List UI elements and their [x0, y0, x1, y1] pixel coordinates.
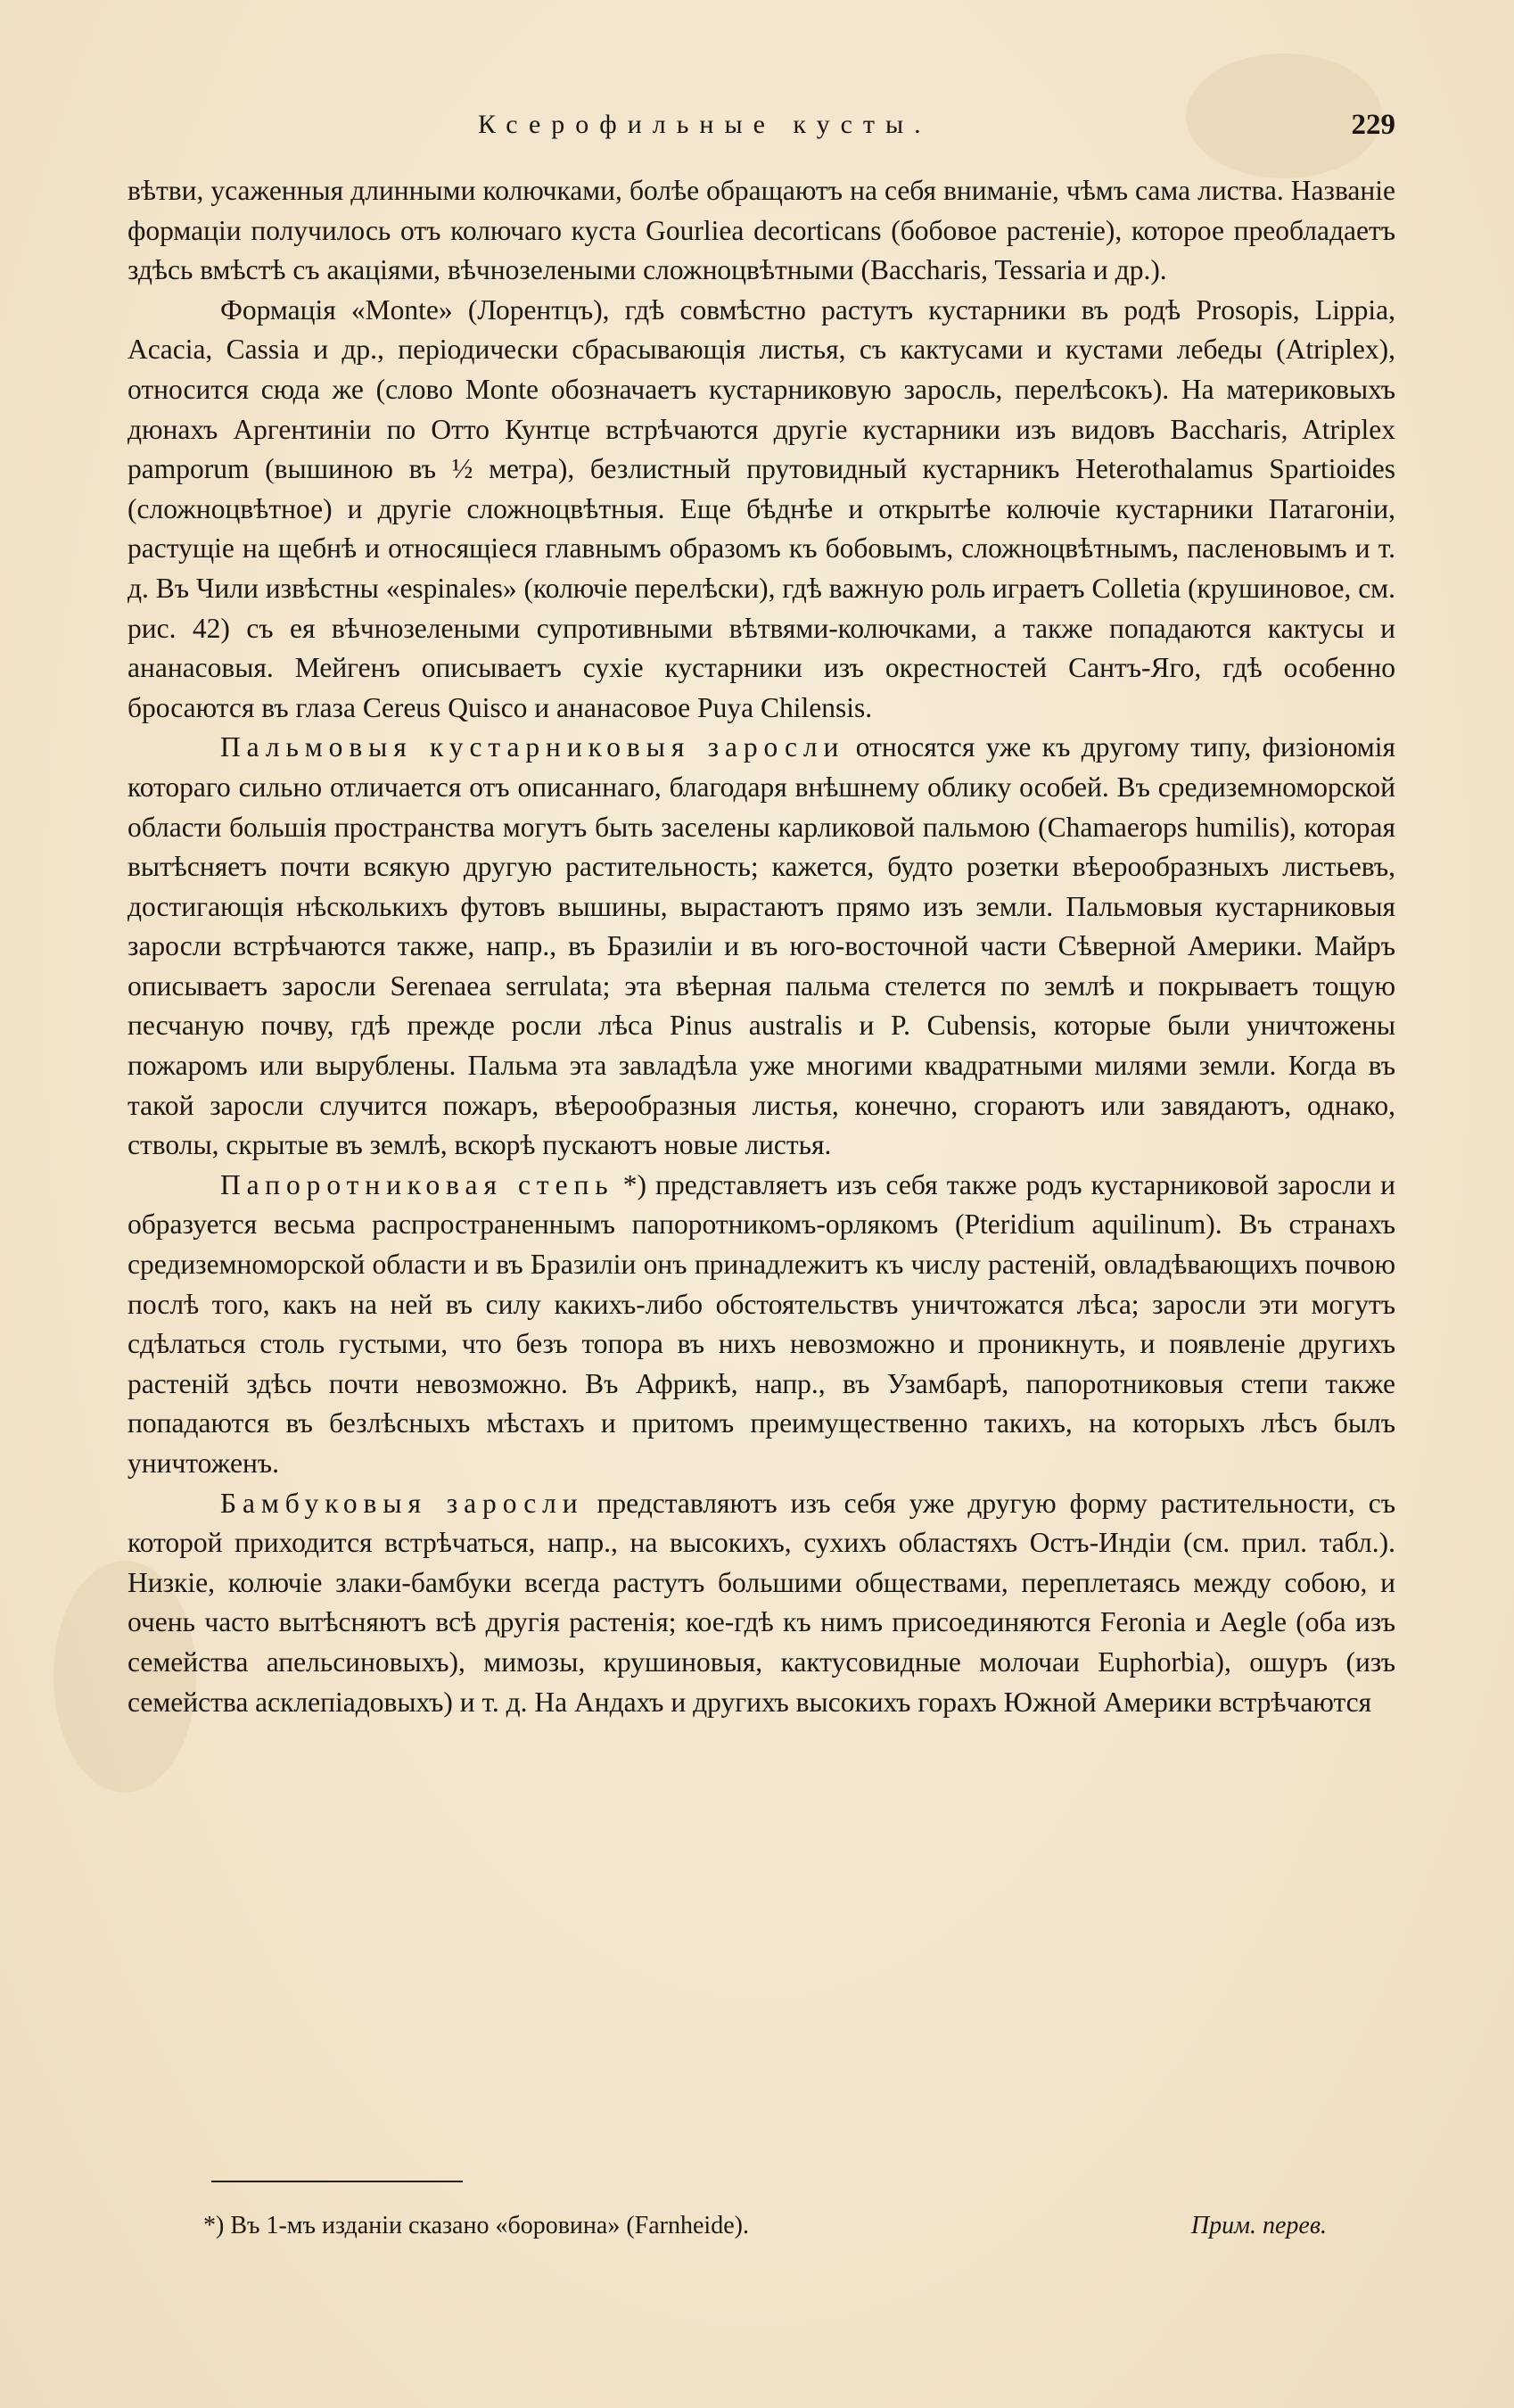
paragraph-text: вѣтви, усаженныя длинными колючками, болѣе обращаютъ на себя вниманіе, чѣмъ сама листва. Названіе формаціи получилось отъ колючаго куста Gourliea decorticans (бобовое растеніе), которое преобладаетъ здѣсь вмѣстѣ съ акаціями, вѣчнозелеными сложноцвѣтными (Baccharis, Tessaria и др.). [128, 175, 1395, 286]
paragraph-5 [128, 1484, 1395, 1723]
paragraph-4 [128, 1166, 1395, 1484]
paragraph-text: *) представляетъ изъ себя также родъ кустарниковой заросли и образуется весьма распространеннымъ папоротникомъ-орлякомъ (Pteridium aquilinum). Въ странахъ средиземноморской области и въ Бразиліи онъ принадлежитъ къ числу растеній, овладѣвающихъ почвою послѣ того, какъ на ней въ силу какихъ-либо обстоятельствъ уничтожатся лѣса; заросли эти могутъ сдѣлаться столь густыми, что безъ топора въ нихъ невозможно и проникнуть, и появленіе другихъ растеній здѣсь почти невозможно. Въ Африкѣ, напр., въ Узамбарѣ, папоротниковыя степи также попадаются въ безлѣсныхъ мѣстахъ и притомъ преимущественно такихъ, на которыхъ лѣсъ былъ уничтоженъ. [128, 1168, 1395, 1479]
paragraph-2 [128, 291, 1395, 729]
paragraph-lead: Папоротниковая степь [220, 1168, 614, 1200]
footnote [203, 2204, 1327, 2248]
paragraph-lead: Бамбуковыя заросли [220, 1487, 584, 1519]
paragraph-1 [128, 171, 1395, 291]
paragraph-text: Формація «Monte» (Лорентцъ), гдѣ совмѣстно растутъ кустарники въ родѣ Prosopis, Lippia, Acacia, Cassia и др., періодически сбрасывающія листья, съ кактусами и кустами лебеды (Atriplex), относится сюда же (слово Monte обозначаетъ кустарниковую заросль, перелѣсокъ). На материковыхъ дюнахъ Аргентиніи по Отто Кунтце встрѣчаются другіе кустарники изъ видовъ Baccharis, Atriplex pamporum (вышиною въ ½ метра), безлистный прутовидный кустарникъ Heterothalamus Spartioides (сложноцвѣтное) и другіе сложноцвѣтныя. Еще бѣднѣе и открытѣе колючіе кустарники Патагоніи, растущіе на щебнѣ и относящіеся главнымъ образомъ къ бобовымъ, сложноцвѣтнымъ, пасленовымъ и т. д. Въ Чили извѣстны «espinales» (колючіе перелѣски), гдѣ важную роль играетъ Colletia (крушиновое, см. рис. 42) съ ея вѣчнозелеными супротивными вѣтвями-колючками, а также попадаются кактусы и ананасовыя. Мейгенъ описываетъ сухіе кустарники изъ окрестностей Сантъ-Яго, гдѣ особенно бросаются въ глаза Cereus Quisco и ананасовое Puya Chilensis. [128, 293, 1395, 723]
paragraph-text: относятся уже къ другому типу, физіономія котораго сильно отличается отъ описаннаго, благодаря внѣшнему облику особей. Въ средиземноморской области большія пространства могутъ быть заселены карликовой пальмою (Chamaerops humilis), которая вытѣсняетъ почти всякую другую растительность; кажется, будто розетки вѣерообразныхъ листьевъ, достигающія нѣсколькихъ футовъ вышины, вырастаютъ прямо изъ земли. Пальмовыя кустарниковыя заросли встрѣчаются также, напр., въ Бразиліи и въ юго-восточной части Сѣверной Америки. Майръ описываетъ заросли Serenaea serrulata; эта вѣерная пальма стелется по землѣ и покрываетъ тощую песчаную почву, гдѣ прежде росли лѣса Pinus australis и P. Cubensis, которые были уничтожены пожаромъ или вырублены. Пальма эта завладѣла уже многими квадратными милями земли. Когда въ такой заросли случится пожаръ, вѣерообразныя листья, конечно, сгораютъ или завядаютъ, однако, стволы, скрытые въ землѣ, вскорѣ пускаютъ новые листья. [128, 731, 1395, 1161]
paragraph-text: представляютъ изъ себя уже другую форму растительности, съ которой приходится встрѣчаться, напр., на высокихъ, сухихъ областяхъ Остъ-Индіи (см. прил. табл.). Низкіе, колючіе злаки-бамбуки всегда растутъ большими обществами, переплетаясь между собою, и очень часто вытѣсняютъ всѣ другія растенія; кое-гдѣ къ нимъ присоединяются Feronia и Aegle (оба изъ семейства апельсиновыхъ), мимозы, крушиновыя, кактусовидные молочаи Euphorbia), ошуръ (изъ семейства асклепіадовыхъ) и т. д. На Андахъ и другихъ высокихъ горахъ Южной Америки встрѣчаются [128, 1487, 1395, 1718]
footnote-text: *) Въ 1-мъ изданіи сказано «боровина» (Farnheide). [203, 2212, 749, 2239]
body-text [128, 171, 1395, 1722]
page-number: 229 [1351, 109, 1395, 141]
running-head [0, 103, 1514, 147]
footnote-translator-note: Прим. перев. [1190, 2212, 1327, 2239]
paragraph-3 [128, 728, 1395, 1166]
paragraph-lead: Пальмовыя кустарниковыя заросли [220, 731, 845, 763]
footnote-rule [211, 2181, 463, 2182]
running-title: Ксерофильные кусты. [478, 110, 932, 139]
